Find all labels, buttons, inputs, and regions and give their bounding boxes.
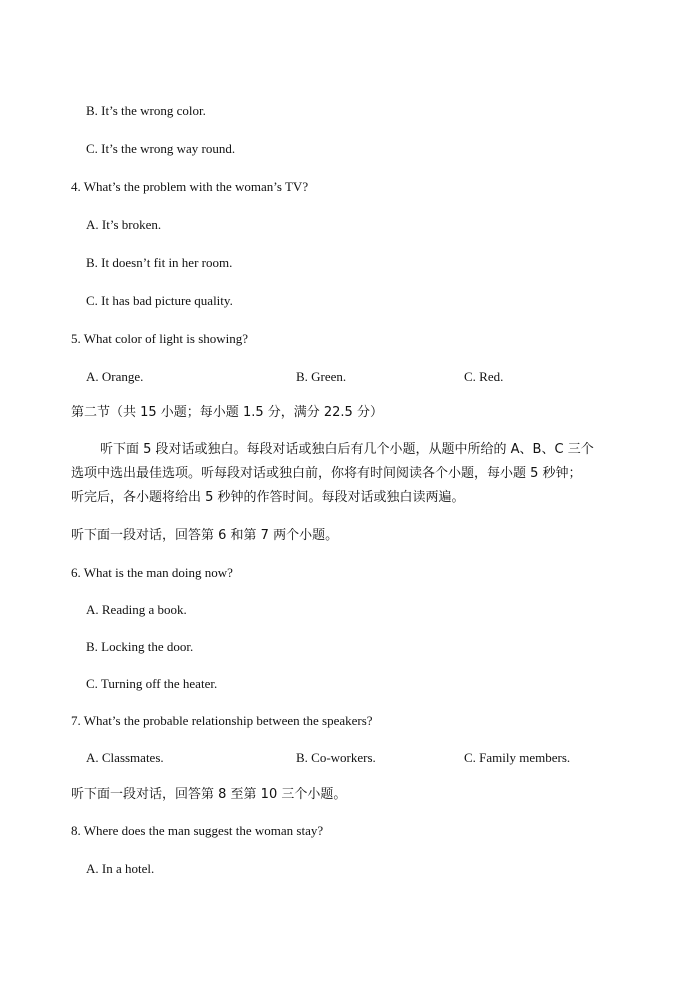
q7-stem: 7. What’s the probable relationship between the speakers? bbox=[71, 713, 373, 728]
q7-option-b: B. Co-workers. bbox=[296, 750, 376, 765]
q5-option-b: B. Green. bbox=[296, 369, 347, 384]
q4-option-c: C. It has bad picture quality. bbox=[86, 293, 233, 308]
q6-stem: 6. What is the man doing now? bbox=[71, 565, 233, 580]
q5-option-a: A. Orange. bbox=[86, 369, 144, 384]
section2-instructions-line1: 听下面 5 段对话或独白。每段对话或独白后有几个小题，从题中所给的 A、B、C 三个 bbox=[100, 442, 594, 457]
q6-option-b: B. Locking the door. bbox=[86, 639, 194, 654]
q3-option-b: B. It’s the wrong color. bbox=[86, 103, 206, 118]
q4-option-a: A. It’s broken. bbox=[86, 217, 162, 232]
q5-stem: 5. What color of light is showing? bbox=[71, 331, 249, 346]
section2-instructions-line3: 听完后，各小题将给出 5 秒钟的作答时间。每段对话或独白读两遍。 bbox=[71, 490, 465, 505]
q8-stem: 8. Where does the man suggest the woman stay? bbox=[71, 823, 324, 838]
section2-heading: 第二节（共 15 小题；每小题 1.5 分，满分 22.5 分） bbox=[71, 405, 383, 420]
group1-instruction: 听下面一段对话，回答第 6 和第 7 两个小题。 bbox=[71, 528, 339, 543]
group2-instruction: 听下面一段对话，回答第 8 至第 10 三个小题。 bbox=[71, 787, 347, 802]
section2-instructions-line2: 选项中选出最佳选项。听每段对话或独白前，你将有时间阅读各个小题，每小题 5 秒钟； bbox=[71, 466, 582, 481]
q3-option-c: C. It’s the wrong way round. bbox=[86, 141, 236, 156]
q4-stem: 4. What’s the problem with the woman’s TV? bbox=[71, 179, 309, 194]
q5-option-c: C. Red. bbox=[464, 369, 504, 384]
q4-option-b: B. It doesn’t fit in her room. bbox=[86, 255, 233, 270]
q6-option-a: A. Reading a book. bbox=[86, 602, 187, 617]
q8-option-a: A. In a hotel. bbox=[86, 861, 155, 876]
q7-option-c: C. Family members. bbox=[464, 750, 571, 765]
q7-option-a: A. Classmates. bbox=[86, 750, 164, 765]
q6-option-c: C. Turning off the heater. bbox=[86, 676, 218, 691]
